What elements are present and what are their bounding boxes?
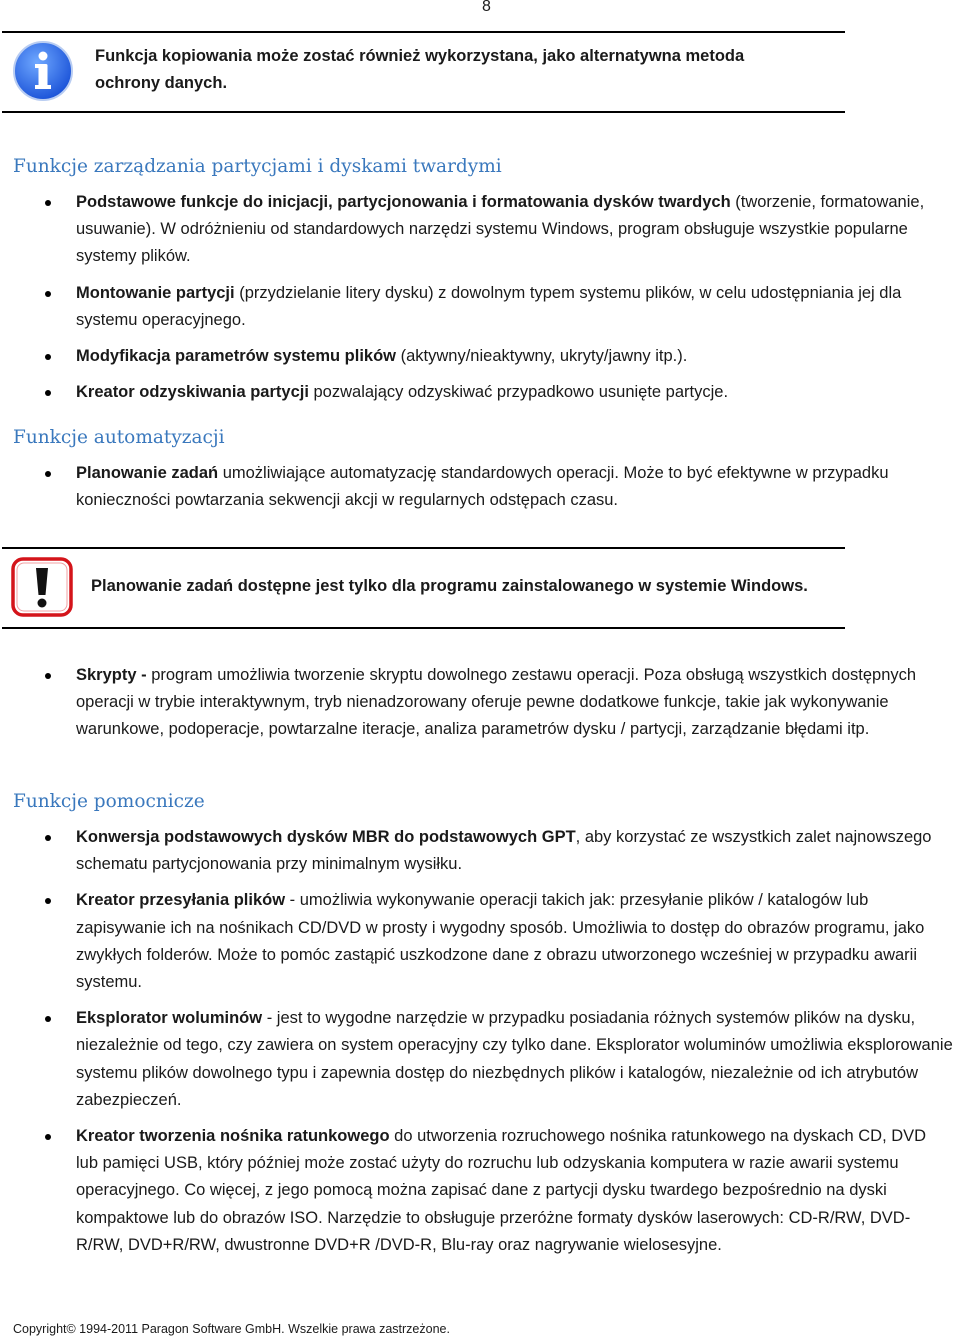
list-automation-extra — [0, 662, 960, 753]
list-partitions — [0, 189, 945, 415]
list-item: Skrypty - program umożliwia tworzenie skryptu dowolnego zestawu operacji. Poza obsługą wszystkich dostępnych operacji w trybie interaktywnym, tryb nienadzorowany oferuje pewne dodatkowe funkcje, takie jak wykonywanie warunkowe, podoperacje, powtarzalne iteracje, analiza parametrów dysku / partycji, zarządzanie błędami itp. — [0, 662, 960, 744]
list-item: Modyfikacja parametrów systemu plików (aktywny/nieaktywny, ukryty/jawny itp.). — [0, 343, 945, 370]
list-item: Podstawowe funkcje do inicjacji, partycjonowania i formatowania dysków twardych (tworzenie, formatowanie, usuwanie). W odróżnieniu od standardowych narzędzi systemu Windows, program obsługuje wszystkie popularne systemy plików. — [0, 189, 945, 271]
warning-callout-text: Planowanie zadań dostępne jest tylko dla programu zainstalowanego w systemie Windows. — [91, 577, 808, 595]
section-title-helpers: Funkcje pomocnicze — [13, 791, 205, 812]
callout-top-rule — [2, 31, 845, 33]
section-title-partitions: Funkcje zarządzania partycjami i dyskami twardymi — [13, 156, 502, 177]
warning-top-rule — [2, 547, 845, 549]
info-callout-text: Funkcja kopiowania może zostać również wykorzystana, jako alternatywna metoda ochrony danych. — [95, 47, 745, 92]
list-item: Eksplorator woluminów - jest to wygodne narzędzie w przypadku posiadania różnych systemów plików na dysku, niezależnie od tego, czy zawiera on system operacyjny czy tylko dane. Eksplorator woluminów umożliwia eksplorowanie systemu plików dowolnego typu i zapewnia dostęp do niezbędnych plików i katalogów, niezależnie od ich atrybutów zabezpieczeń. — [0, 1005, 960, 1114]
warning-bottom-rule — [2, 627, 845, 629]
section-title-automation: Funkcje automatyzacji — [13, 427, 225, 448]
list-item: Planowanie zadań umożliwiające automatyzację standardowych operacji. Może to być efektywne w przypadku konieczności powtarzania sekwencji akcji w regularnych odstępach czasu. — [0, 460, 955, 514]
warning-icon — [11, 557, 73, 622]
page-number: 8 — [482, 0, 491, 15]
info-icon — [11, 40, 75, 107]
list-helpers — [0, 824, 960, 1268]
list-item: Kreator tworzenia nośnika ratunkowego do utworzenia rozruchowego nośnika ratunkowego na dyskach CD, DVD lub pamięci USB, który później może zostać użyty do rozruchu lub odzyskania komputera w razie awarii systemu operacyjnego. Co więcej, z jego pomocą można zapisać dane z partycji dysku twardego bezpośrednio na dyski kompaktowe lub do obrazów ISO. Narzędzie to obsługuje przeróżne formaty dysków laserowych: CD-R/RW, DVD-R/RW, DVD+R/RW, dwustronne DVD+R /DVD-R, Blu-ray oraz nagrywanie wielosesyjne. — [0, 1123, 960, 1259]
list-item: Konwersja podstawowych dysków MBR do podstawowych GPT, aby korzystać ze wszystkich zalet najnowszego schematu partycjonowania przy minimalnym wysiłku. — [0, 824, 960, 878]
warning-callout — [0, 552, 860, 628]
list-item: Montowanie partycji (przydzielanie litery dysku) z dowolnym typem systemu plików, w celu udostępniania jej dla systemu operacyjnego. — [0, 280, 945, 334]
list-item: Kreator przesyłania plików - umożliwia wykonywanie operacji takich jak: przesyłanie plików / katalogów lub zapisywanie ich na nośnikach CD/DVD w prosty i wygodny sposób. Umożliwia to dostęp do obrazów programu, jako zwykłych folderów. Może to pomóc zastąpić uszkodzone dane z obrazu utworzonego wcześniej w przypadku awarii systemu. — [0, 887, 960, 996]
info-callout — [0, 36, 860, 112]
list-automation — [0, 460, 955, 523]
callout-bottom-rule — [2, 111, 845, 113]
list-item: Kreator odzyskiwania partycji pozwalający odzyskiwać przypadkowo usunięte partycje. — [0, 379, 945, 406]
footer-copyright: Copyright© 1994-2011 Paragon Software GmbH. Wszelkie prawa zastrzeżone. — [13, 1322, 450, 1336]
